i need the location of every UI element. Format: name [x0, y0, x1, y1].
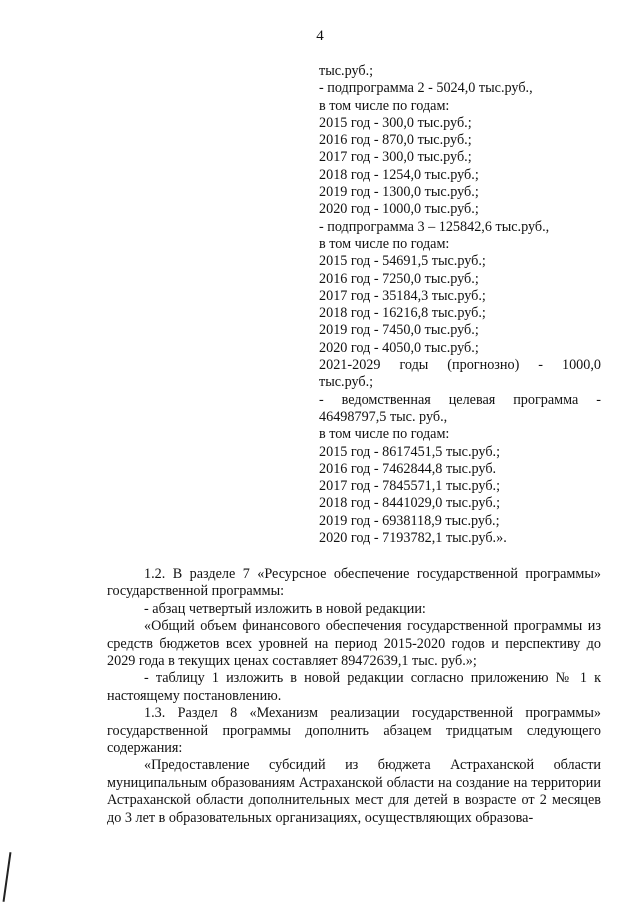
column-line: 2019 год - 6938118,9 тыс.руб.; [319, 512, 500, 529]
column-line: тыс.руб.; [319, 63, 374, 79]
column-line: 2015 год - 8617451,5 тыс.руб.; [319, 443, 501, 460]
column-line: 2020 год - 7193782,1 тыс.руб.». [319, 530, 507, 547]
forecast-tail: тыс.руб.; [319, 374, 374, 391]
paragraph-table: - таблицу 1 изложить в новой редакции согласно приложению № 1 к настоящему постановлению. [107, 670, 601, 704]
column-line: 2016 год - 7250,0 тыс.руб.; [319, 270, 479, 287]
forecast-word: - [538, 357, 544, 374]
column-line: 2018 год - 16216,8 тыс.руб.; [319, 305, 486, 322]
column-line: - подпрограмма 2 - 5024,0 тыс.руб., [319, 80, 533, 97]
paragraph-subsidies: «Предоставление субсидий из бюджета Астраханской области муниципальным образованиям Астраханской области на создание на территории Астраханской области дополнительных мест для детей в возрасте от 2 месяцев до 3 лет в образовательных организациях, осуществляющих образова- [107, 757, 601, 826]
vcp-line [319, 392, 601, 409]
forecast-word: годы [399, 357, 429, 374]
column-line: 2019 год - 1300,0 тыс.руб.; [319, 184, 479, 201]
document-body [107, 566, 601, 827]
column-line: 2015 год - 300,0 тыс.руб.; [319, 114, 472, 131]
column-line: 2016 год - 7462844,8 тыс.руб. [319, 460, 497, 477]
forecast-line [319, 357, 601, 374]
paragraph-1-2: 1.2. В разделе 7 «Ресурсное обеспечение государственной программы» государственной программы: [107, 566, 601, 600]
column-line: в том числе по годам: [319, 426, 450, 443]
column-line: 2018 год - 1254,0 тыс.руб.; [319, 166, 479, 183]
forecast-word: (прогнозно) [447, 357, 520, 374]
column-line: 2017 год - 300,0 тыс.руб.; [319, 149, 472, 166]
column-line: в том числе по годам: [319, 97, 450, 114]
column-line: 2019 год - 7450,0 тыс.руб.; [319, 322, 479, 339]
paragraph-quote-total: «Общий объем финансового обеспечения государственной программы из средств бюджетов всех уровней на период 2015-2020 годов и перспективу до 2029 года в текущих ценах составляет 89472639,1 тыс. руб.»; [107, 618, 601, 670]
vcp-word: - [319, 391, 324, 408]
scan-artifact-line [3, 852, 12, 902]
forecast-word: 1000,0 [561, 357, 601, 374]
forecast-word: 2021-2029 [319, 357, 381, 374]
column-line: 2018 год - 8441029,0 тыс.руб.; [319, 495, 501, 512]
column-line: - подпрограмма 3 – 125842,6 тыс.руб., [319, 218, 550, 235]
column-line: в том числе по годам: [319, 235, 450, 252]
column-line: 2020 год - 4050,0 тыс.руб.; [319, 339, 479, 356]
page-number: 4 [316, 28, 324, 44]
column-line: 2020 год - 1000,0 тыс.руб.; [319, 201, 479, 218]
vcp-word: программа [513, 391, 579, 408]
funding-column [319, 63, 601, 547]
column-line: 2017 год - 35184,3 тыс.руб.; [319, 287, 486, 304]
vcp-word: ведомственная [341, 391, 431, 408]
column-line: 46498797,5 тыс. руб., [319, 408, 448, 425]
vcp-word: целевая [448, 391, 496, 408]
column-line: 2016 год - 870,0 тыс.руб.; [319, 132, 472, 149]
paragraph-abzac: - абзац четвертый изложить в новой редакции: [144, 600, 426, 617]
column-line: 2017 год - 7845571,1 тыс.руб.; [319, 478, 501, 495]
vcp-word: - [596, 391, 601, 408]
paragraph-1-3: 1.3. Раздел 8 «Механизм реализации государственной программы» государственной программы дополнить абзацем тридцатым следующего содержания: [107, 705, 601, 757]
column-line: 2015 год - 54691,5 тыс.руб.; [319, 253, 486, 270]
